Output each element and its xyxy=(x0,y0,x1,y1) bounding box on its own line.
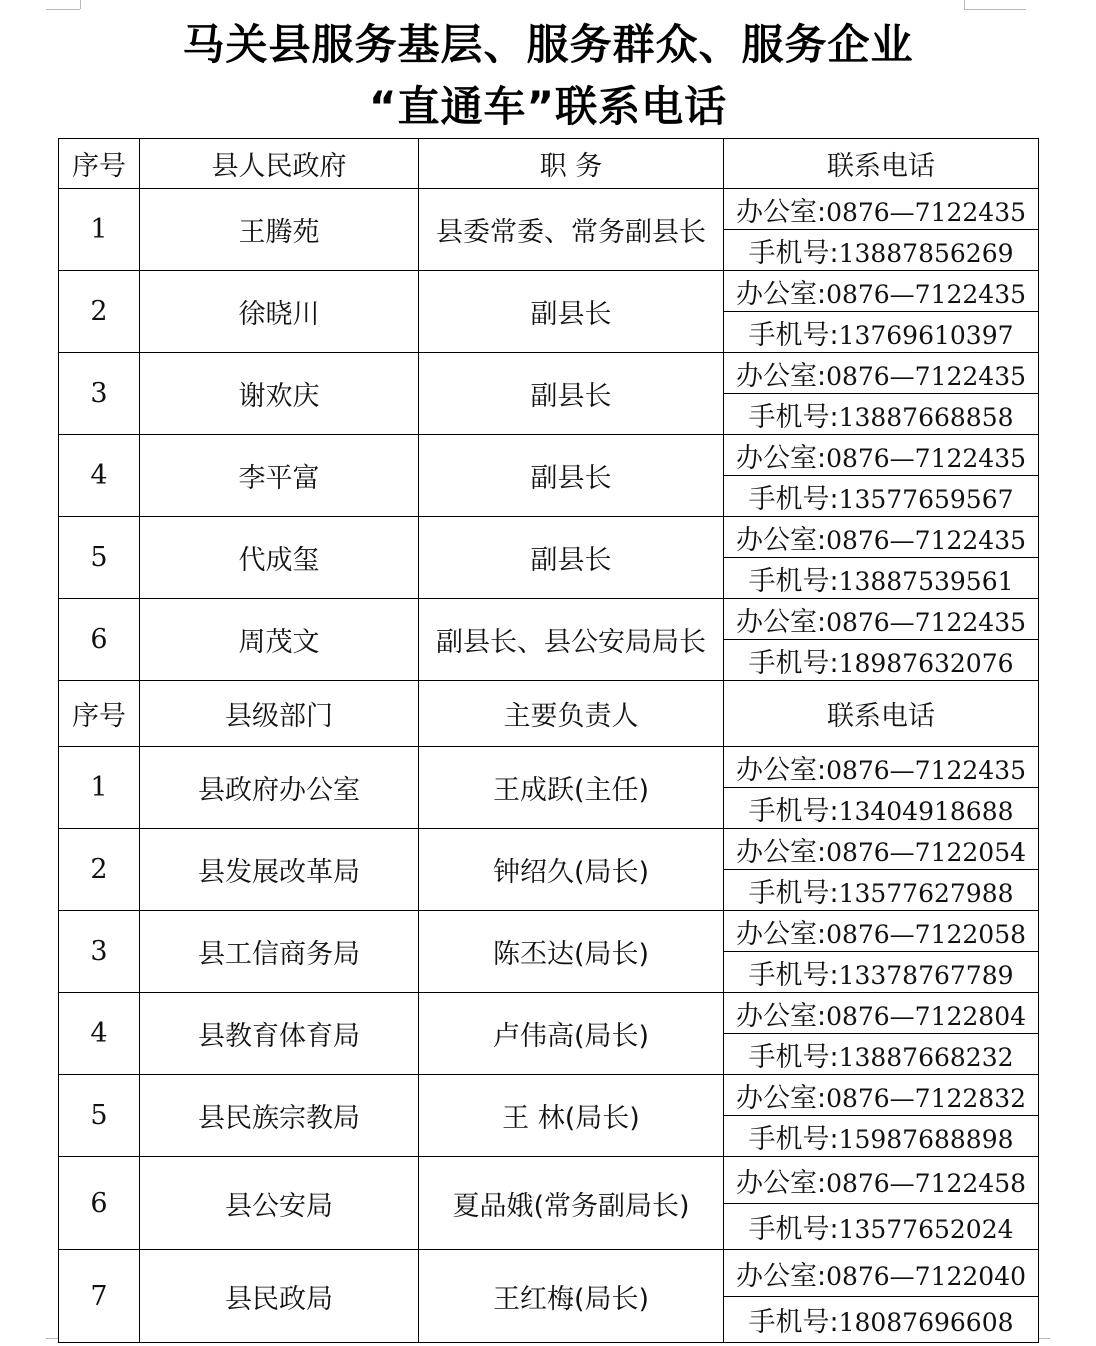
office-phone-cell xyxy=(724,271,1039,312)
table-row xyxy=(59,599,1039,640)
office-phone-cell xyxy=(724,517,1039,558)
department-name: 县教育体育局 xyxy=(140,993,419,1075)
office-phone-number: 0876—7122040 xyxy=(826,1261,1027,1291)
office-phone-label: 办公室: xyxy=(735,606,827,638)
department-name: 县民族宗教局 xyxy=(140,1075,419,1157)
office-phone-cell xyxy=(724,747,1039,788)
mobile-phone-label: 手机号: xyxy=(748,647,839,679)
row-index: 3 xyxy=(59,911,140,993)
official-name: 谢欢庆 xyxy=(140,353,419,435)
office-phone-cell xyxy=(724,189,1039,230)
department-name: 县民政局 xyxy=(140,1250,419,1343)
official-position: 副县长、县公安局局长 xyxy=(419,599,724,681)
mobile-phone-cell xyxy=(724,1297,1039,1343)
table-row xyxy=(59,1075,1039,1116)
mobile-phone-cell xyxy=(724,640,1039,681)
row-index: 5 xyxy=(59,517,140,599)
official-position: 县委常委、常务副县长 xyxy=(419,189,724,271)
contact-table-body xyxy=(59,139,1039,1343)
office-phone-label: 办公室: xyxy=(735,360,827,392)
mobile-phone-label: 手机号: xyxy=(748,1307,839,1338)
row-index: 2 xyxy=(59,271,140,353)
office-phone-number: 0876—7122054 xyxy=(826,837,1027,867)
mobile-phone-label: 手机号: xyxy=(748,237,839,269)
section2-header-role: 主要负责人 xyxy=(419,681,724,747)
page-corner-mark xyxy=(1038,1338,1050,1339)
section2-header-idx: 序号 xyxy=(59,681,140,747)
row-index: 3 xyxy=(59,353,140,435)
page-corner-mark xyxy=(964,0,965,9)
office-phone-label: 办公室: xyxy=(735,524,827,556)
office-phone-label: 办公室: xyxy=(735,754,827,786)
contact-table xyxy=(58,138,1039,1343)
table-row xyxy=(59,1250,1039,1297)
office-phone-label: 办公室: xyxy=(735,918,827,950)
office-phone-cell xyxy=(724,1250,1039,1297)
mobile-phone-number: 13887856269 xyxy=(838,238,1014,268)
row-index: 7 xyxy=(59,1250,140,1343)
table-row xyxy=(59,1157,1039,1204)
mobile-phone-label: 手机号: xyxy=(748,1214,839,1245)
official-name: 周茂文 xyxy=(140,599,419,681)
mobile-phone-number: 13887668858 xyxy=(838,402,1014,432)
mobile-phone-label: 手机号: xyxy=(748,483,839,515)
section1-header-idx: 序号 xyxy=(59,139,140,189)
mobile-phone-number: 18987632076 xyxy=(838,648,1014,678)
mobile-phone-label: 手机号: xyxy=(748,1041,839,1073)
office-phone-label: 办公室: xyxy=(735,1000,827,1032)
office-phone-label: 办公室: xyxy=(735,1260,827,1292)
office-phone-number: 0876—7122435 xyxy=(826,607,1027,637)
office-phone-cell xyxy=(724,1075,1039,1116)
mobile-phone-label: 手机号: xyxy=(748,1123,839,1155)
office-phone-label: 办公室: xyxy=(735,278,827,310)
department-name: 县公安局 xyxy=(140,1157,419,1250)
table-row xyxy=(59,993,1039,1034)
mobile-phone-number: 13378767789 xyxy=(838,960,1014,990)
department-name: 县政府办公室 xyxy=(140,747,419,829)
mobile-phone-cell xyxy=(724,558,1039,599)
mobile-phone-number: 13577652024 xyxy=(838,1215,1014,1244)
mobile-phone-number: 18087696608 xyxy=(838,1308,1014,1337)
department-name: 县发展改革局 xyxy=(140,829,419,911)
office-phone-label: 办公室: xyxy=(735,442,827,474)
mobile-phone-label: 手机号: xyxy=(748,959,839,991)
document-title-line-1: 马关县服务基层、服务群众、服务企业 xyxy=(182,20,914,69)
department-name: 县工信商务局 xyxy=(140,911,419,993)
office-phone-cell xyxy=(724,829,1039,870)
mobile-phone-label: 手机号: xyxy=(748,401,839,433)
row-index: 1 xyxy=(59,189,140,271)
section1-header-role: 职 务 xyxy=(419,139,724,189)
responsible-person: 卢伟高(局长) xyxy=(419,993,724,1075)
mobile-phone-label: 手机号: xyxy=(748,795,839,827)
table-row xyxy=(59,517,1039,558)
document-title-line-2: “直通车”联系电话 xyxy=(368,82,728,131)
section1-header-phone: 联系电话 xyxy=(724,139,1039,189)
responsible-person: 夏品娥(常务副局长) xyxy=(419,1157,724,1250)
office-phone-number: 0876—7122435 xyxy=(826,755,1027,785)
mobile-phone-label: 手机号: xyxy=(748,319,839,351)
office-phone-number: 0876—7122804 xyxy=(826,1001,1027,1031)
section1-header-row xyxy=(59,139,1039,189)
mobile-phone-cell xyxy=(724,394,1039,435)
table-row xyxy=(59,747,1039,788)
mobile-phone-cell xyxy=(724,230,1039,271)
row-index: 4 xyxy=(59,993,140,1075)
official-name: 徐晓川 xyxy=(140,271,419,353)
office-phone-number: 0876—7122435 xyxy=(826,279,1027,309)
office-phone-number: 0876—7122458 xyxy=(826,1168,1027,1198)
mobile-phone-label: 手机号: xyxy=(748,877,839,909)
mobile-phone-number: 13769610397 xyxy=(838,320,1014,350)
table-row xyxy=(59,189,1039,230)
mobile-phone-number: 13887668232 xyxy=(838,1042,1014,1072)
official-position: 副县长 xyxy=(419,353,724,435)
section1-header-name: 县人民政府 xyxy=(140,139,419,189)
office-phone-label: 办公室: xyxy=(735,836,827,868)
mobile-phone-number: 13404918688 xyxy=(838,796,1014,826)
official-position: 副县长 xyxy=(419,435,724,517)
section2-header-name: 县级部门 xyxy=(140,681,419,747)
mobile-phone-number: 13577627988 xyxy=(838,878,1014,908)
responsible-person: 陈丕达(局长) xyxy=(419,911,724,993)
page-corner-mark xyxy=(46,1338,58,1339)
mobile-phone-label: 手机号: xyxy=(748,565,839,597)
mobile-phone-cell xyxy=(724,476,1039,517)
mobile-phone-cell xyxy=(724,788,1039,829)
official-name: 王腾苑 xyxy=(140,189,419,271)
office-phone-cell xyxy=(724,353,1039,394)
official-position: 副县长 xyxy=(419,517,724,599)
page-corner-mark xyxy=(80,0,81,9)
office-phone-number: 0876—7122435 xyxy=(826,443,1027,473)
official-position: 副县长 xyxy=(419,271,724,353)
mobile-phone-cell xyxy=(724,1116,1039,1157)
page-corner-mark xyxy=(964,9,1026,10)
mobile-phone-cell xyxy=(724,312,1039,353)
mobile-phone-number: 13887539561 xyxy=(838,566,1014,596)
responsible-person: 王 林(局长) xyxy=(419,1075,724,1157)
responsible-person: 王成跃(主任) xyxy=(419,747,724,829)
official-name: 李平富 xyxy=(140,435,419,517)
row-index: 5 xyxy=(59,1075,140,1157)
office-phone-cell xyxy=(724,599,1039,640)
responsible-person: 王红梅(局长) xyxy=(419,1250,724,1343)
table-row xyxy=(59,829,1039,870)
row-index: 6 xyxy=(59,599,140,681)
office-phone-label: 办公室: xyxy=(735,1167,827,1199)
row-index: 1 xyxy=(59,747,140,829)
office-phone-cell xyxy=(724,911,1039,952)
office-phone-label: 办公室: xyxy=(735,196,827,228)
office-phone-cell xyxy=(724,993,1039,1034)
mobile-phone-cell xyxy=(724,952,1039,993)
table-row xyxy=(59,911,1039,952)
office-phone-number: 0876—7122435 xyxy=(826,361,1027,391)
mobile-phone-cell xyxy=(724,1034,1039,1075)
office-phone-label: 办公室: xyxy=(735,1082,827,1114)
table-row xyxy=(59,271,1039,312)
row-index: 2 xyxy=(59,829,140,911)
office-phone-number: 0876—7122832 xyxy=(826,1083,1027,1113)
mobile-phone-number: 15987688898 xyxy=(838,1124,1014,1154)
page-corner-mark xyxy=(46,9,80,10)
mobile-phone-number: 13577659567 xyxy=(838,484,1014,514)
section2-header-row xyxy=(59,681,1039,747)
official-name: 代成玺 xyxy=(140,517,419,599)
office-phone-cell xyxy=(724,1157,1039,1204)
section2-header-phone: 联系电话 xyxy=(724,681,1039,747)
row-index: 4 xyxy=(59,435,140,517)
office-phone-cell xyxy=(724,435,1039,476)
table-row xyxy=(59,435,1039,476)
table-row xyxy=(59,353,1039,394)
responsible-person: 钟绍久(局长) xyxy=(419,829,724,911)
mobile-phone-cell xyxy=(724,870,1039,911)
mobile-phone-cell xyxy=(724,1204,1039,1250)
office-phone-number: 0876—7122435 xyxy=(826,525,1027,555)
office-phone-number: 0876—7122058 xyxy=(826,919,1027,949)
row-index: 6 xyxy=(59,1157,140,1250)
office-phone-number: 0876—7122435 xyxy=(826,197,1027,227)
